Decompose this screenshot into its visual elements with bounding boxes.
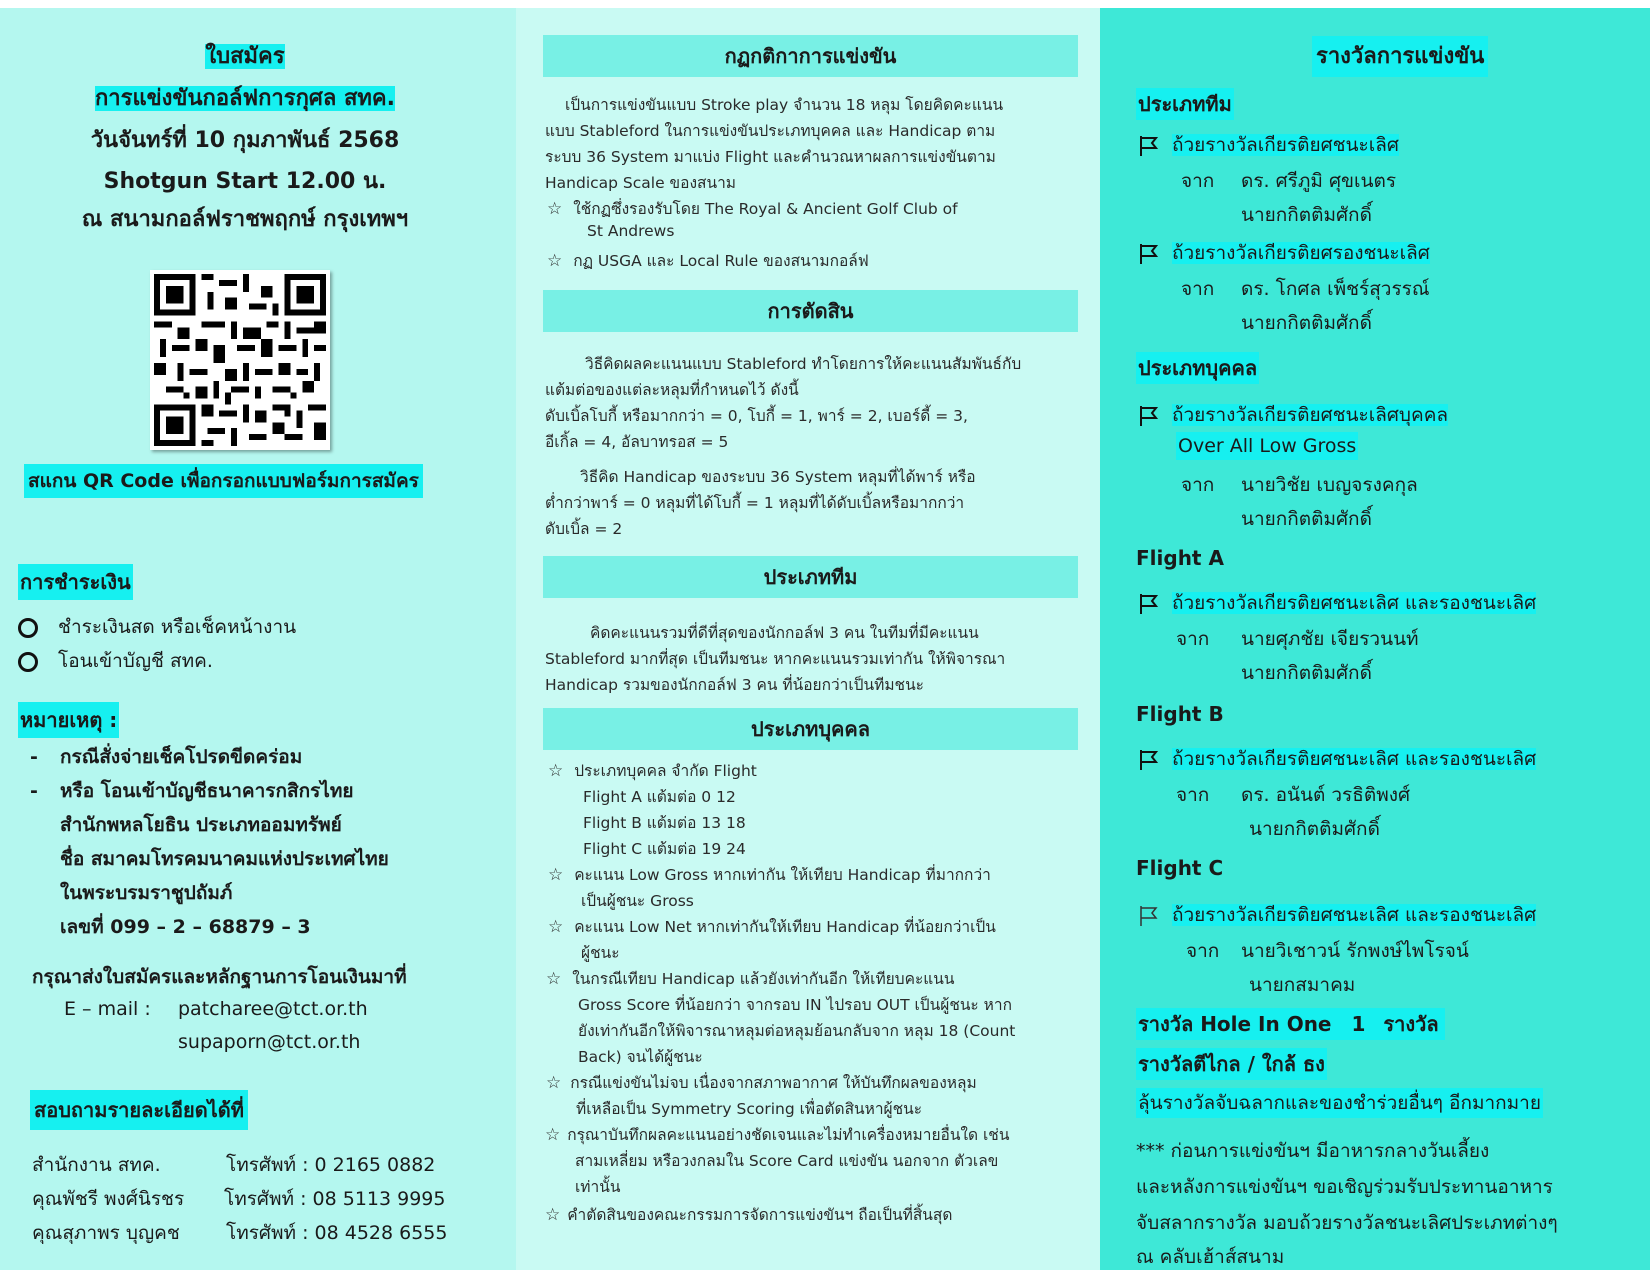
rules-text: St Andrews [587, 222, 675, 240]
individual-text: ผู้ชนะ [581, 944, 620, 962]
individual-bullet: ☆ ในกรณีเทียบ Handicap แล้วยังเท่ากันอีก ให้เทียบคะแนน [546, 969, 955, 989]
star-icon: ☆ [547, 251, 563, 271]
individual-bullet: ☆ กรณีแข่งขันไม่จบ เนื่องจากสภาพอากาศ ให้บันทึกผลของหลุม [546, 1073, 977, 1093]
award-giver-title: นายกกิตติมศักดิ์ [1241, 312, 1372, 334]
award-giver-title: นายกสมาคม [1249, 974, 1356, 996]
email-link[interactable]: supaporn@tct.or.th [178, 1031, 361, 1053]
star-icon: ☆ [545, 1125, 561, 1145]
flight-b-heading: Flight B [1136, 702, 1224, 726]
individual-text: ที่เหลือเป็น Symmetry Scoring เพื่อตัดสินหาผู้ชนะ [576, 1100, 923, 1118]
contact-phone: โทรศัพท์ : 08 4528 6555 [226, 1222, 448, 1244]
email-link[interactable]: patcharee@tct.or.th [178, 998, 368, 1020]
award-giver-title: นายกกิตติมศักดิ์ [1241, 204, 1372, 226]
award-giver: นายวิเชาวน์ รักพงษ์ไพโรจน์ [1241, 940, 1469, 962]
contact-name: คุณสุภาพร บุญคช [32, 1222, 180, 1244]
team-awards-heading: ประเภททีม [1136, 88, 1234, 120]
judging-heading: การตัดสิน [543, 290, 1078, 332]
flight-a-heading: Flight A [1136, 546, 1224, 570]
note-heading: หมายเหตุ : [18, 702, 119, 738]
footer-note: และหลังการแข่งขันฯ ขอเชิญร่วมรับประทานอาหาร [1136, 1176, 1553, 1198]
from-label: จาก [1181, 170, 1215, 192]
flag-icon [1138, 135, 1160, 157]
individual-text: Gross Score ที่น้อยกว่า จากรอบ IN ไปรอบ OUT เป็นผู้ชนะ หาก [578, 996, 1012, 1014]
individual-text: เท่านั้น [575, 1178, 621, 1196]
flight-range: Flight C แต้มต่อ 19 24 [583, 840, 746, 858]
note-line: ในพระบรมราชูปถัมภ์ [60, 882, 233, 904]
inquiry-heading: สอบถามรายละเอียดได้ที่ [30, 1090, 248, 1130]
award-line: ถ้วยรางวัลเกียรติยศชนะเลิศ และรองชนะเลิศ [1138, 900, 1536, 930]
from-label: จาก [1176, 784, 1210, 806]
event-date: วันจันทร์ที่ 10 กุมภาพันธ์ 2568 [90, 128, 400, 153]
team-text: คิดคะแนนรวมที่ดีที่สุดของนักกอล์ฟ 3 คน ในทีมที่มีคะแนน [590, 624, 979, 642]
qr-code-icon[interactable] [150, 270, 330, 450]
star-icon: ☆ [547, 199, 563, 219]
individual-text: สามเหลี่ยม หรือวงกลมใน Score Card แข่งขัน นอกจาก ตัวเลข [575, 1152, 999, 1170]
flag-icon [1138, 593, 1160, 615]
team-text: Handicap รวมของนักกอล์ฟ 3 คน ที่น้อยกว่าเป็นทีมชนะ [545, 676, 924, 694]
award-line: ถ้วยรางวัลเกียรติยศรองชนะเลิศ [1138, 238, 1430, 268]
award-line: ถ้วยรางวัลเกียรติยศชนะเลิศ และรองชนะเลิศ [1138, 744, 1536, 774]
form-title: ใบสมัคร [205, 44, 285, 69]
lucky-draw: ลุ้นรางวัลจับฉลากและของชำร่วยอื่นๆ อีกมากมาย [1136, 1088, 1543, 1118]
flag-icon [1138, 905, 1160, 927]
individual-text: Back) จนได้ผู้ชนะ [578, 1048, 703, 1066]
award-giver-title: นายกกิตติมศักดิ์ [1249, 818, 1380, 840]
hole-in-one-award: รางวัล Hole In One 1 รางวัล [1136, 1008, 1445, 1040]
scan-instruction: สแกน QR Code เพื่อกรอกแบบฟอร์มการสมัคร [24, 464, 423, 498]
venue: ณ สนามกอล์ฟราชพฤกษ์ กรุงเทพฯ [81, 207, 409, 232]
note-line: ชื่อ สมาคมโทรคมนาคมแห่งประเทศไทย [60, 848, 389, 870]
award-giver-title: นายกกิตติมศักดิ์ [1241, 662, 1372, 684]
star-icon: ☆ [548, 865, 564, 885]
individual-bullet: ☆ ประเภทบุคคล จำกัด Flight [548, 761, 757, 781]
awards-heading: รางวัลการแข่งขัน [1312, 36, 1488, 77]
judging-text: ต่ำกว่าพาร์ = 0 หลุมที่ได้โบกี้ = 1 หลุมที่ได้ดับเบิ้ลหรือมากกว่า [545, 494, 965, 512]
rules-text: แบบ Stableford ในการแข่งขันประเภทบุคคล และ Handicap ตาม [545, 122, 996, 140]
flag-icon [1138, 243, 1160, 265]
rules-text: ระบบ 36 System มาแบ่ง Flight และคำนวณหาผลการแข่งขันตาม [545, 148, 996, 166]
judging-text: อีเกิ้ล = 4, อัลบาทรอส = 5 [545, 433, 729, 451]
individual-text: ยังเท่ากันอีกให้พิจารณาหลุมต่อหลุมย้อนกลับจาก หลุม 18 (Count [578, 1022, 1016, 1040]
contact-name: คุณพัชรี พงศ์นิรชร [32, 1188, 185, 1210]
individual-bullet: ☆ คะแนน Low Gross หากเท่ากัน ให้เทียบ Handicap ที่มากกว่า [548, 865, 991, 885]
footer-note: *** ก่อนการแข่งขันฯ มีอาหารกลางวันเลี้ยง [1136, 1140, 1490, 1162]
individual-bullet: ☆ คะแนน Low Net หากเท่ากันให้เทียบ Handicap ที่น้อยกว่าเป็น [548, 917, 996, 937]
circle-icon [18, 618, 38, 638]
judging-text: แต้มต่อของแต่ละหลุมที่กำหนดไว้ ดังนี้ [545, 381, 799, 399]
award-giver: นายศุภชัย เจียรวนนท์ [1241, 628, 1419, 650]
award-giver-title: นายกกิตติมศักดิ์ [1241, 508, 1372, 530]
flag-icon [1138, 749, 1160, 771]
star-icon: ☆ [546, 1073, 562, 1093]
rules-bullet: ☆ กฏ USGA และ Local Rule ของสนามกอล์ฟ [547, 251, 869, 271]
brochure-page [0, 8, 1650, 1270]
from-label: จาก [1186, 940, 1220, 962]
award-giver: ดร. ศรีภูมิ ศุขเนตร [1241, 170, 1397, 192]
rules-bullet: ☆ ใช้กฏซึ่งรองรับโดย The Royal & Ancient Golf Club of [547, 199, 958, 219]
flight-range: Flight A แต้มต่อ 0 12 [583, 788, 736, 806]
event-title: การแข่งขันกอล์ฟการกุศล สทค. [94, 86, 396, 111]
note-line: สำนักพหลโยธิน ประเภทออมทรัพย์ [60, 814, 342, 836]
judging-text: ดับเบิ้ลโบกี้ หรือมากกว่า = 0, โบกี้ = 1, พาร์ = 2, เบอร์ดี้ = 3, [545, 407, 968, 425]
footer-note: ณ คลับเฮ้าส์สนาม [1136, 1246, 1285, 1268]
individual-bullet: ☆ กรุณาบันทึกผลคะแนนอย่างชัดเจนและไม่ทำเครื่องหมายอื่นใด เช่น [545, 1125, 1010, 1145]
payment-option: ชำระเงินสด หรือเช็คหน้างาน [18, 612, 296, 642]
individual-awards-heading: ประเภทบุคคล [1136, 352, 1259, 384]
flag-icon [1138, 405, 1160, 427]
award-giver: ดร. โกศล เพ็ชร์สุวรรณ์ [1241, 278, 1430, 300]
flight-range: Flight B แต้มต่อ 13 18 [583, 814, 746, 832]
rules-text: เป็นการแข่งขันแบบ Stroke play จำนวน 18 หลุม โดยคิดคะแนน [565, 96, 1004, 114]
judging-text: ดับเบิ้ล = 2 [545, 520, 623, 538]
from-label: จาก [1181, 474, 1215, 496]
star-icon: ☆ [548, 761, 564, 781]
individual-bullet: ☆ คำตัดสินของคณะกรรมการจัดการแข่งขันฯ ถือเป็นที่สิ้นสุด [545, 1205, 953, 1225]
star-icon: ☆ [548, 917, 564, 937]
rules-heading: กฏกติกาการแข่งขัน [543, 35, 1078, 77]
payment-option: โอนเข้าบัญชี สทค. [18, 646, 213, 676]
send-heading: กรุณาส่งใบสมัครและหลักฐานการโอนเงินมาที่ [32, 966, 407, 988]
star-icon: ☆ [545, 1205, 561, 1225]
payment-heading: การชำระเงิน [18, 564, 133, 600]
individual-category-heading: ประเภทบุคคล [543, 708, 1078, 750]
judging-text: วิธีคิดผลคะแนนแบบ Stableford ทำโดยการให้คะแนนสัมพันธ์กับ [585, 355, 1022, 373]
account-number: เลขที่ 099 – 2 – 68879 – 3 [60, 916, 311, 938]
award-giver: ดร. อนันต์ วรธิติพงศ์ [1241, 784, 1411, 806]
from-label: จาก [1176, 628, 1210, 650]
award-line: ถ้วยรางวัลเกียรติยศชนะเลิศบุคคล [1138, 400, 1448, 430]
award-line: ถ้วยรางวัลเกียรติยศชนะเลิศ และรองชนะเลิศ [1138, 588, 1536, 618]
award-subtitle: Over All Low Gross [1176, 432, 1358, 460]
judging-text: วิธีคิด Handicap ของระบบ 36 System หลุมที่ได้พาร์ หรือ [580, 468, 976, 486]
note-line: - หรือ โอนเข้าบัญชีธนาคารกสิกรไทย [30, 780, 354, 802]
email-label: E – mail : [64, 998, 151, 1020]
individual-text: เป็นผู้ชนะ Gross [581, 892, 694, 910]
contact-phone: โทรศัพท์ : 08 5113 9995 [224, 1188, 446, 1210]
contact-phone: โทรศัพท์ : 0 2165 0882 [226, 1154, 436, 1176]
note-line: - กรณีสั่งจ่ายเช็คโปรดขีดคร่อม [30, 746, 303, 768]
award-giver: นายวิชัย เบญจรงคกุล [1241, 474, 1418, 496]
team-text: Stableford มากที่สุด เป็นทีมชนะ หากคะแนนรวมเท่ากัน ให้พิจารณา [545, 650, 1006, 668]
rules-text: Handicap Scale ของสนาม [545, 174, 736, 192]
flight-c-heading: Flight C [1136, 856, 1224, 880]
star-icon: ☆ [546, 969, 562, 989]
closest-to-pin-award: รางวัลตีไกล / ใกล้ ธง [1136, 1048, 1327, 1080]
circle-icon [18, 652, 38, 672]
team-category-heading: ประเภททีม [543, 556, 1078, 598]
start-time: Shotgun Start 12.00 น. [103, 169, 387, 194]
footer-note: จับสลากรางวัล มอบถ้วยรางวัลชนะเลิศประเภทต่างๆ [1136, 1212, 1558, 1234]
award-line: ถ้วยรางวัลเกียรติยศชนะเลิศ [1138, 130, 1399, 160]
from-label: จาก [1181, 278, 1215, 300]
left-panel [0, 8, 516, 1270]
contact-name: สำนักงาน สทค. [32, 1154, 161, 1176]
